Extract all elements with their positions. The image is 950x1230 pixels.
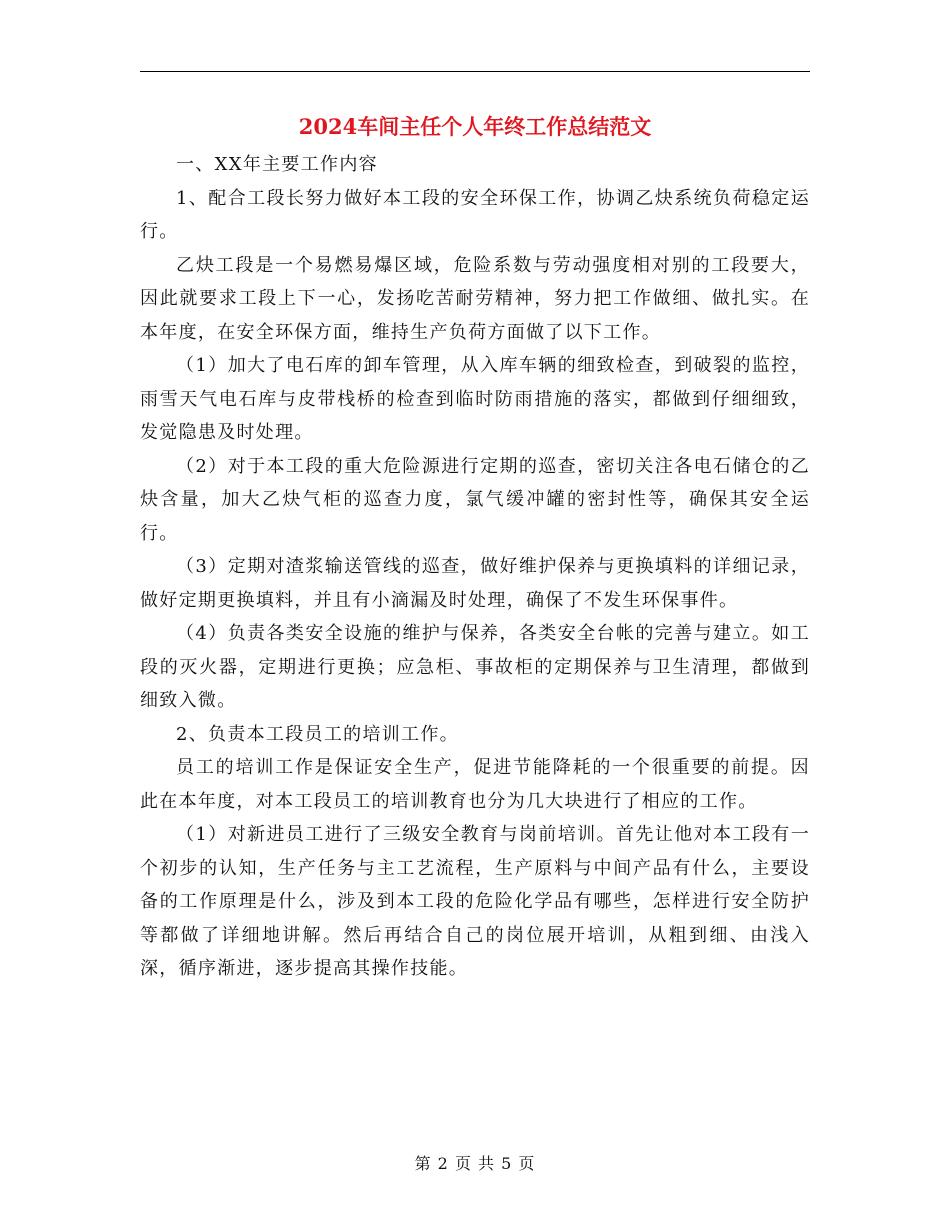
section-heading: 一、XX年主要工作内容	[176, 154, 378, 175]
paragraph: （1）加大了电石库的卸车管理，从入库车辆的细致检查，到破裂的监控，雨雪天气电石库与皮带栈桥的检查到临时防雨措施的落实，都做到仔细细致，发觉隐患及时处理。	[140, 355, 810, 443]
page-number-footer: 第 2 页 共 5 页	[414, 1154, 536, 1173]
paragraph: 1、配合工段长努力做好本工段的安全环保工作，协调乙炔系统负荷稳定运行。	[140, 187, 810, 242]
paragraph: （4）负责各类安全设施的维护与保养，各类安全台帐的完善与建立。如工段的灭火器，定期进行更换；应急柜、事故柜的定期保养与卫生清理，都做到细致入微。	[140, 623, 810, 711]
paragraph: 2、负责本工段员工的培训工作。	[176, 723, 459, 745]
paragraph: （2）对于本工段的重大危险源进行定期的巡查，密切关注各电石储仓的乙炔含量，加大乙炔气柜的巡查力度，氯气缓冲罐的密封性等，确保其安全运行。	[140, 455, 810, 544]
paragraph: 员工的培训工作是保证安全生产，促进节能降耗的一个很重要的前提。因此在本年度，对本工段员工的培训教育也分为几大块进行了相应的工作。	[140, 757, 810, 812]
paragraph: （3）定期对渣浆输送管线的巡查，做好维护保养与更换填料的详细记录，做好定期更换填料，并且有小滴漏及时处理，确保了不发生环保事件。	[140, 556, 810, 611]
document-body	[140, 148, 810, 986]
header-rule	[140, 71, 810, 72]
document-title: 2024车间主任个人年终工作总结范文	[298, 114, 652, 139]
paragraph: （1）对新进员工进行了三级安全教育与岗前培训。首先让他对本工段有一个初步的认知，生产任务与主工艺流程，生产原料与中间产品有什么，主要设备的工作原理是什么，涉及到本工段的危险化学品有哪些，怎样进行安全防护等都做了详细地讲解。然后再结合自己的岗位展开培训，从粗到细、由浅入深，循序渐进，逐步提高其操作技能。	[140, 824, 810, 979]
paragraph: 乙炔工段是一个易燃易爆区域，危险系数与劳动强度相对别的工段要大，因此就要求工段上下一心，发扬吃苦耐劳精神，努力把工作做细、做扎实。在本年度，在安全环保方面，维持生产负荷方面做了以下工作。	[140, 254, 810, 343]
